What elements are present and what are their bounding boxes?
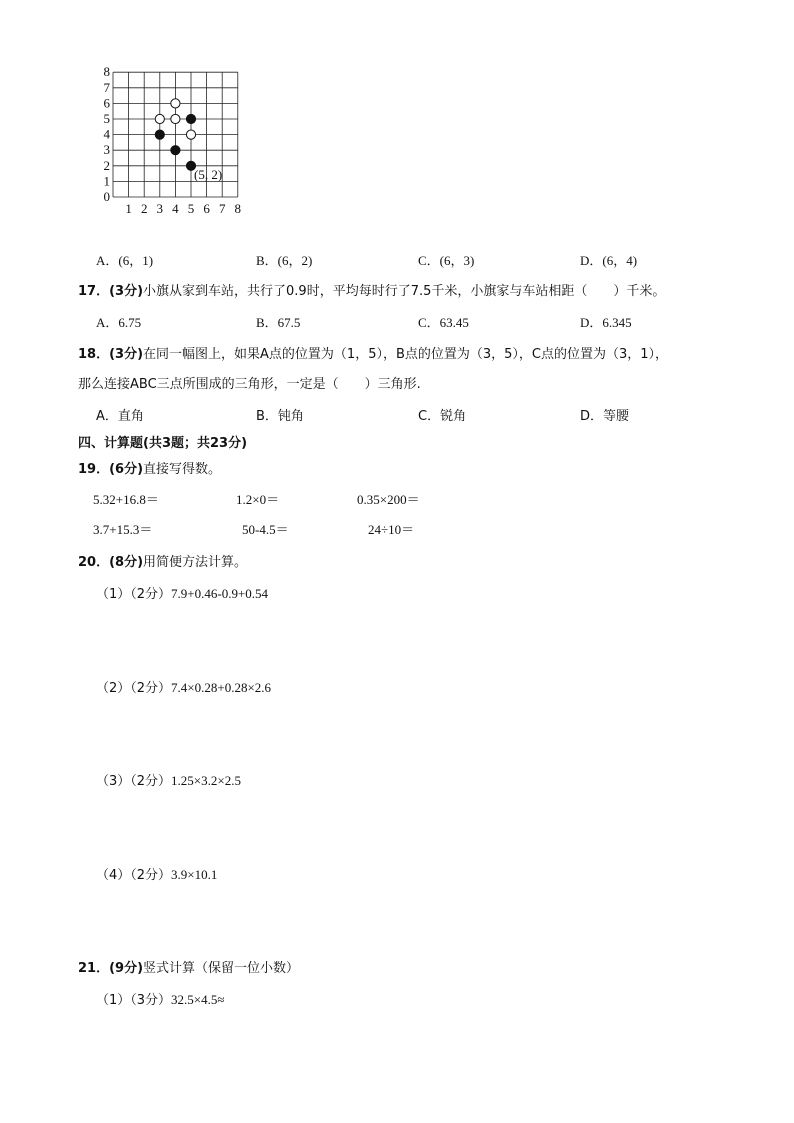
black-stone (171, 146, 180, 155)
q17-number: 17． (78, 284, 110, 299)
q19-expr-5: 50-4.5＝ (242, 522, 289, 537)
black-stone (155, 130, 164, 139)
q18-text-line1: 在同一幅图上，如果A点的位置为（1，5），B点的位置为（3，5），C点的位置为（3，1）， (143, 347, 669, 362)
y-tick-label: 8 (103, 64, 110, 80)
q16-option-b: B．(6，2) (256, 253, 313, 268)
white-stone (186, 130, 195, 139)
q19-expr-4: 3.7+15.3＝ (93, 522, 153, 537)
section-heading: 四、计算题(共3题；共23分) (78, 436, 248, 451)
q18-option-c: C．锐角 (418, 409, 467, 424)
white-stone (155, 114, 164, 123)
q18-number: 18． (78, 347, 110, 362)
x-tick-label: 6 (203, 201, 210, 216)
y-tick-label: 1 (103, 173, 110, 189)
y-tick-label: 7 (103, 79, 110, 95)
x-tick-label: 5 (187, 201, 195, 216)
q18-score: (3分) (109, 347, 144, 362)
q17-option-c: C．63.45 (418, 315, 469, 330)
q19-expr-2: 1.2×0＝ (236, 492, 280, 507)
coordinate-grid (96, 64, 256, 230)
y-tick-label: 3 (103, 142, 110, 158)
q19-expr-3: 0.35×200＝ (357, 492, 420, 507)
x-tick-label: 8 (234, 201, 242, 216)
y-tick-label: 2 (103, 157, 110, 173)
white-stone (171, 99, 180, 108)
q20-number: 20． (78, 555, 110, 570)
q18-option-b: B．钝角 (256, 409, 304, 424)
q17-stem (78, 280, 665, 299)
q19-stem (78, 458, 221, 477)
y-tick-label: 5 (103, 111, 110, 126)
q16-option-d: D．(6，4) (580, 253, 638, 268)
q19-expr-1: 5.32+16.8＝ (93, 492, 159, 507)
y-tick-label: 4 (103, 126, 110, 142)
q21-score: (9分) (109, 961, 144, 976)
q21-text: 竖式计算（保留一位小数） (143, 961, 300, 976)
q17-option-a: A．6.75 (96, 315, 142, 330)
q20-item-3: （3）（2分）1.25×3.2×2.5 (96, 773, 241, 789)
x-tick-label: 7 (218, 201, 226, 216)
q17-option-b: B．67.5 (256, 315, 301, 330)
q18-stem-line2: 那么连接ABC三点所围成的三角形，一定是（ ）三角形. (78, 377, 421, 392)
x-tick-label: 1 (125, 201, 132, 216)
y-tick-label: 6 (103, 95, 110, 111)
q19-text: 直接写得数。 (143, 462, 222, 477)
y-tick-label: 0 (103, 189, 110, 204)
q20-stem (78, 551, 247, 570)
q21-stem (78, 957, 299, 976)
q19-expr-6: 24÷10＝ (368, 522, 415, 537)
q21-item-1: （1）（3分）32.5×4.5≈ (96, 992, 225, 1008)
q17-option-d: D．6.345 (580, 315, 632, 330)
x-tick-label: 2 (140, 201, 148, 216)
q16-option-c: C．(6，3) (418, 253, 475, 268)
q20-text: 用简便方法计算。 (143, 555, 248, 570)
q20-score: (8分) (109, 555, 144, 570)
black-stone (186, 114, 195, 123)
q19-score: (6分) (109, 462, 144, 477)
coordinate-grid-figure (96, 64, 256, 230)
q19-number: 19． (78, 462, 110, 477)
x-tick-label: 4 (172, 201, 179, 216)
q17-text: 小旗从家到车站，共行了0.9时，平均每时行了7.5千米，小旗家与车站相距（ ）千米。 (143, 284, 666, 299)
q18-option-d: D．等腰 (580, 409, 630, 424)
q18-option-a: A．直角 (96, 409, 144, 424)
q18-stem-line1 (78, 343, 668, 362)
q20-item-2: （2）（2分）7.4×0.28+0.28×2.6 (96, 680, 272, 696)
x-tick-label: 3 (156, 201, 164, 216)
q20-item-1: （1）（2分）7.9+0.46-0.9+0.54 (96, 586, 269, 602)
point-label: (5, 2) (194, 166, 223, 182)
white-stone (171, 114, 180, 123)
q17-score: (3分) (109, 284, 144, 299)
q16-option-a: A．(6，1) (96, 253, 154, 268)
q21-number: 21． (78, 961, 110, 976)
q20-item-4: （4）（2分）3.9×10.1 (96, 867, 218, 883)
